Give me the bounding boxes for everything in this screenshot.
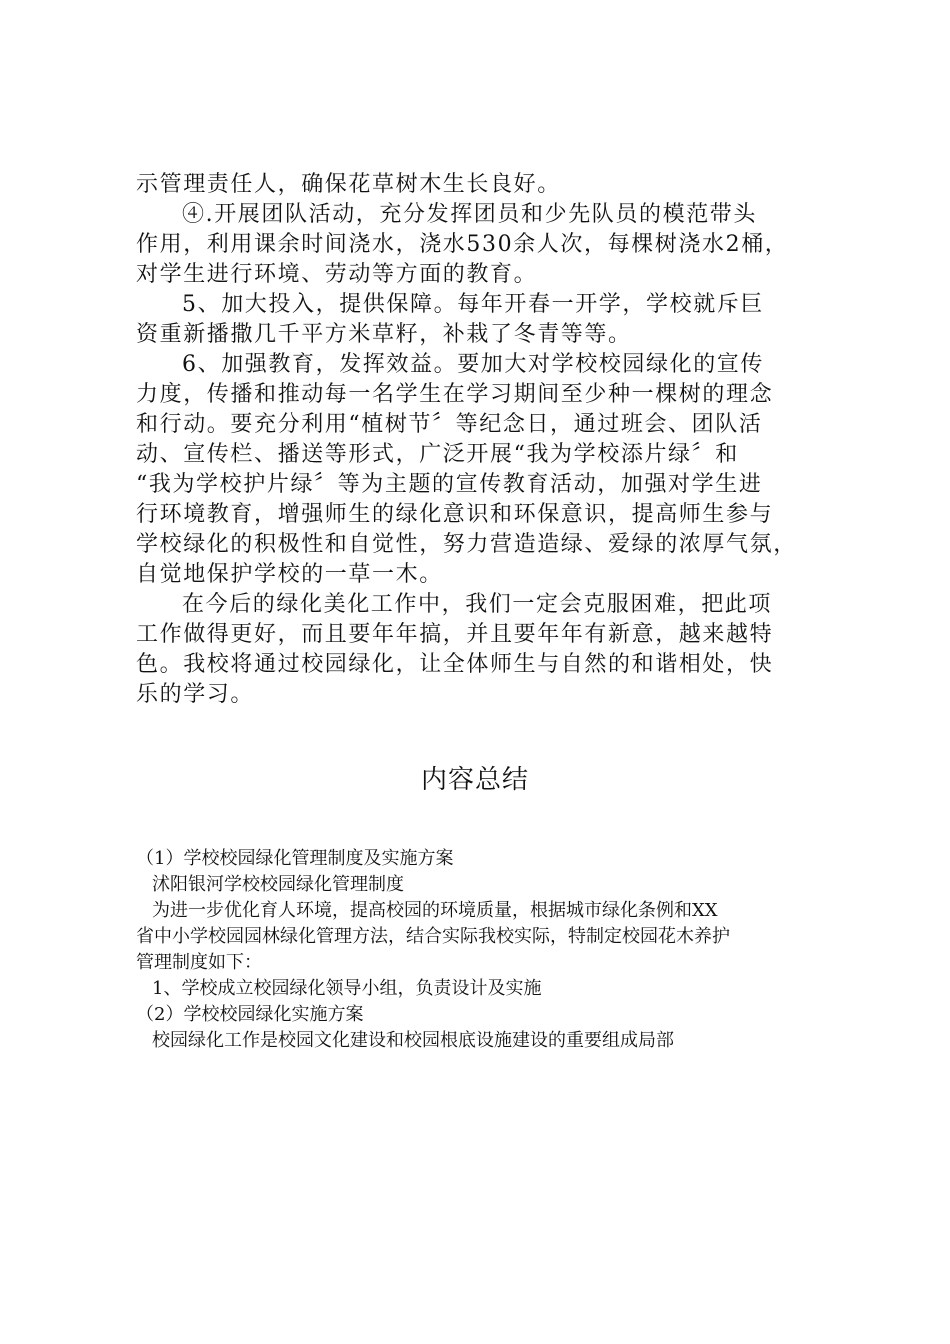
body-line: 动、宣传栏、播送等形式，广泛开展“我为学校添片绿〞和 (136, 442, 739, 467)
body-line: 作用，利用课余时间浇水，浇水530余人次，每棵树浇水2桶， (136, 232, 789, 257)
body-line: 自觉地保护学校的一草一木。 (136, 562, 443, 587)
body-line: 示管理责任人，确保花草树木生长良好。 (136, 172, 561, 197)
summary-line: 为进一步优化育人环境，提高校园的环境质量，根据城市绿化条例和XX (152, 900, 718, 921)
body-line: 5、加大投入，提供保障。每年开春一开学，学校就斥巨 (182, 292, 764, 317)
body-line: 资重新播撒几千平方米草籽，补栽了冬青等等。 (136, 322, 632, 347)
body-line: 学校绿化的积极性和自觉性，努力营造造绿、爱绿的浓厚气氛， (136, 532, 797, 557)
body-line: 对学生进行环境、劳动等方面的教育。 (136, 262, 538, 287)
body-text (136, 170, 836, 710)
body-line: 6、加强教育，发挥效益。要加大对学校校园绿化的宣传 (182, 352, 764, 377)
body-line: 乐的学习。 (136, 682, 255, 707)
body-line: 和行动。要充分利用“植树节〞等纪念日，通过班会、团队活 (136, 412, 763, 437)
body-line: “我为学校护片绿〞等为主题的宣传教育活动，加强对学生进 (136, 472, 763, 497)
summary-line: 校园绿化工作是校园文化建设和校园根底设施建设的重要组成局部 (152, 1030, 674, 1051)
summary-line: 1、学校成立校园绿化领导小组，负责设计及实施 (152, 978, 542, 999)
summary-section (136, 846, 836, 1054)
body-line: 工作做得更好，而且要年年搞，并且要年年有新意，越来越特 (136, 622, 774, 647)
summary-line: （1）学校校园绿化管理制度及实施方案 (136, 848, 454, 869)
summary-title: 内容总结 (420, 765, 529, 795)
summary-line: （2）学校校园绿化实施方案 (136, 1004, 364, 1025)
body-line: 力度，传播和推动每一名学生在学习期间至少种一棵树的理念 (136, 382, 774, 407)
summary-line: 沭阳银河学校校园绿化管理制度 (152, 874, 404, 895)
body-line: 行环境教育，增强师生的绿化意识和环保意识，提高师生参与 (136, 502, 774, 527)
summary-line: 省中小学校园园林绿化管理方法，结合实际我校实际，特制定校园花木养护 (136, 926, 730, 947)
body-line: ④.开展团队活动，充分发挥团员和少先队员的模范带头 (182, 202, 757, 227)
summary-line: 管理制度如下： (136, 952, 262, 973)
body-line: 在今后的绿化美化工作中，我们一定会克服困难，把此项 (182, 592, 773, 617)
body-line: 色。我校将通过校园绿化，让全体师生与自然的和谐相处，快 (136, 652, 774, 677)
